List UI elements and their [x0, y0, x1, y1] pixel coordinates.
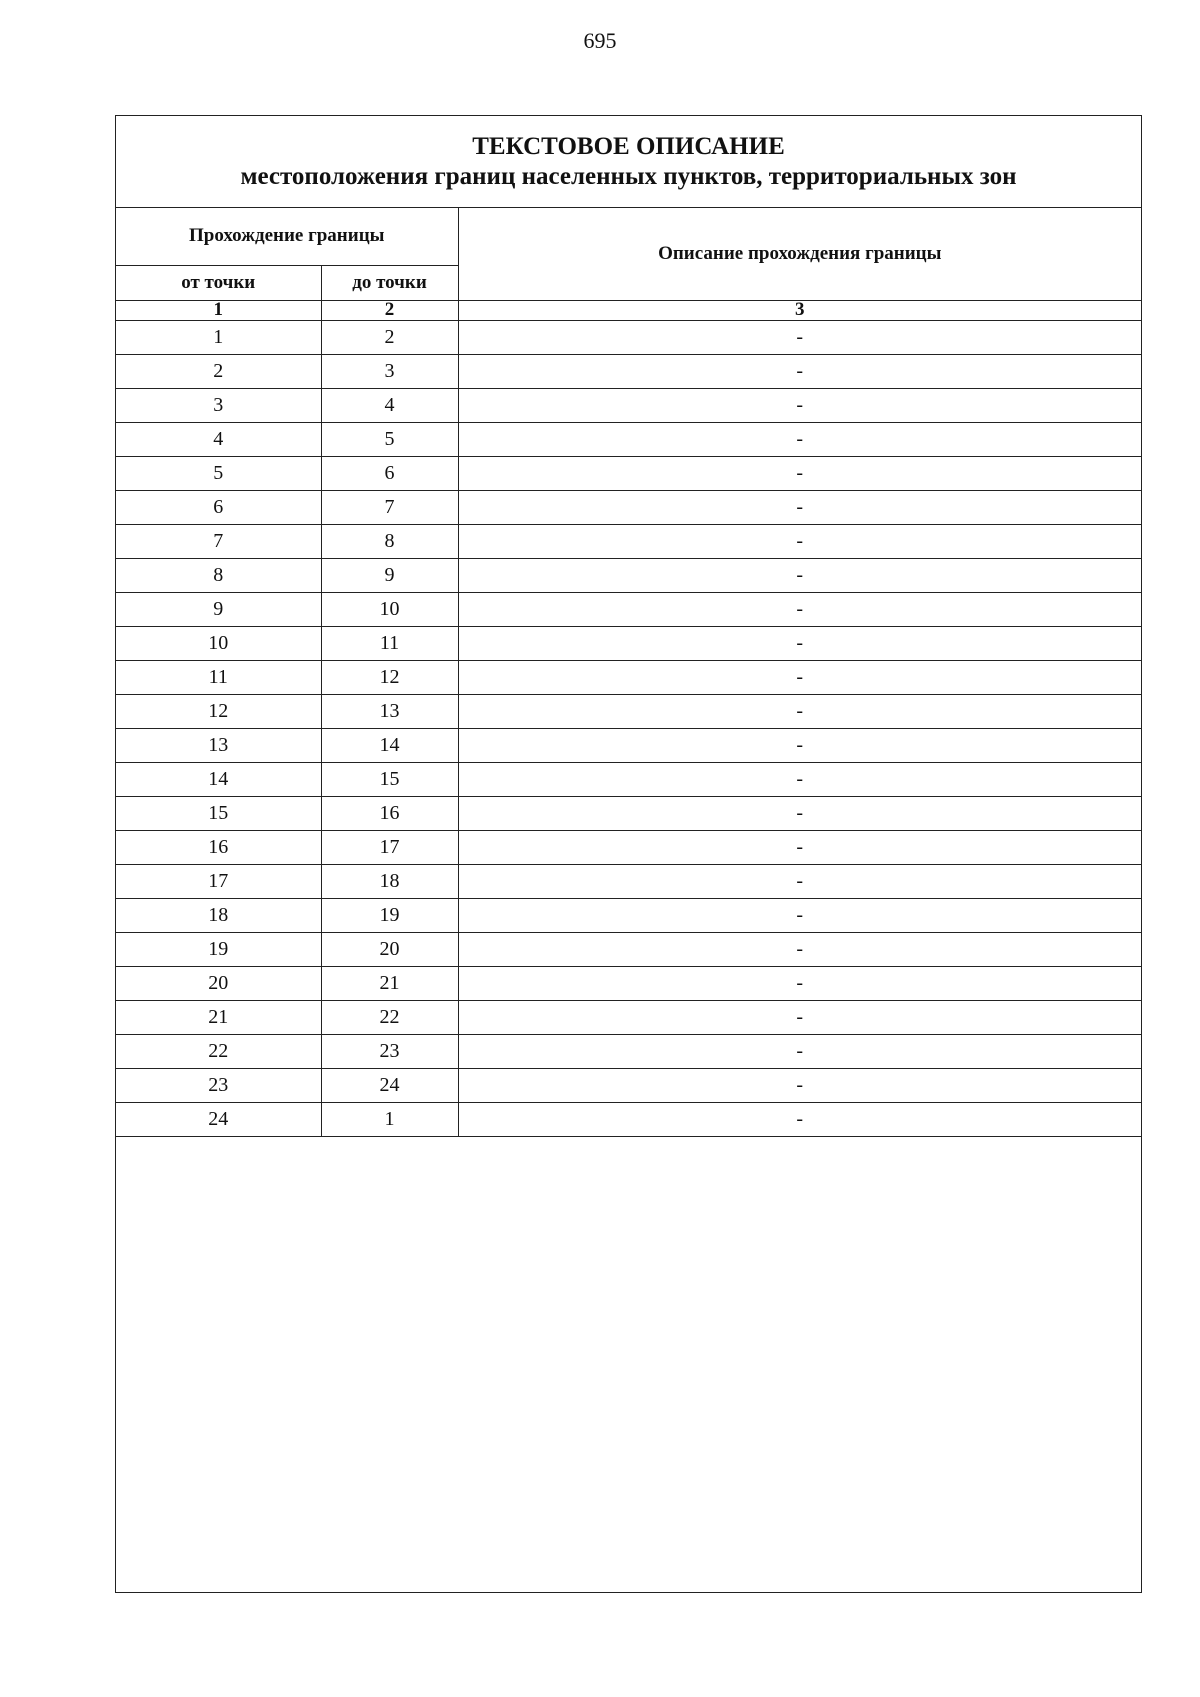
cell-description: -	[458, 388, 1141, 422]
cell-to-point: 24	[321, 1068, 458, 1102]
cell-from-point: 14	[116, 762, 321, 796]
cell-description: -	[458, 626, 1141, 660]
cell-description: -	[458, 864, 1141, 898]
cell-to-point: 11	[321, 626, 458, 660]
cell-description: -	[458, 966, 1141, 1000]
table-row	[116, 1102, 1141, 1136]
cell-description: -	[458, 490, 1141, 524]
cell-from-point: 4	[116, 422, 321, 456]
cell-from-point: 22	[116, 1034, 321, 1068]
cell-to-point: 22	[321, 1000, 458, 1034]
table-row	[116, 1034, 1141, 1068]
cell-from-point: 11	[116, 660, 321, 694]
table-row	[116, 626, 1141, 660]
cell-description: -	[458, 728, 1141, 762]
cell-from-point: 8	[116, 558, 321, 592]
column-number-3: 3	[458, 300, 1141, 320]
document-subtitle: местоположения границ населенных пунктов, территориальных зон	[240, 163, 1017, 190]
cell-to-point: 20	[321, 932, 458, 966]
cell-description: -	[458, 558, 1141, 592]
table-row	[116, 864, 1141, 898]
cell-from-point: 16	[116, 830, 321, 864]
cell-to-point: 1	[321, 1102, 458, 1136]
header-boundary-passage: Прохождение границы	[116, 208, 458, 265]
table-row	[116, 694, 1141, 728]
cell-to-point: 3	[321, 354, 458, 388]
cell-description: -	[458, 524, 1141, 558]
column-number-1: 1	[116, 300, 321, 320]
document-frame	[115, 115, 1142, 1593]
cell-to-point: 15	[321, 762, 458, 796]
cell-from-point: 7	[116, 524, 321, 558]
table-row	[116, 456, 1141, 490]
cell-to-point: 4	[321, 388, 458, 422]
page-number: 695	[583, 28, 617, 53]
cell-from-point: 6	[116, 490, 321, 524]
cell-description: -	[458, 898, 1141, 932]
table-row	[116, 388, 1141, 422]
cell-from-point: 24	[116, 1102, 321, 1136]
cell-to-point: 2	[321, 320, 458, 354]
cell-description: -	[458, 932, 1141, 966]
table-row	[116, 558, 1141, 592]
cell-from-point: 12	[116, 694, 321, 728]
cell-description: -	[458, 694, 1141, 728]
header-from-point: от точки	[116, 265, 321, 300]
table-row	[116, 592, 1141, 626]
table-row	[116, 898, 1141, 932]
cell-to-point: 16	[321, 796, 458, 830]
cell-to-point: 23	[321, 1034, 458, 1068]
cell-to-point: 13	[321, 694, 458, 728]
column-number-2: 2	[321, 300, 458, 320]
table-row	[116, 354, 1141, 388]
boundary-table	[116, 208, 1141, 1137]
cell-to-point: 19	[321, 898, 458, 932]
cell-to-point: 9	[321, 558, 458, 592]
header-description: Описание прохождения границы	[458, 208, 1141, 300]
title-block	[116, 116, 1141, 208]
document-title: ТЕКСТОВОЕ ОПИСАНИЕ	[472, 133, 785, 160]
cell-to-point: 14	[321, 728, 458, 762]
table-row	[116, 490, 1141, 524]
cell-description: -	[458, 320, 1141, 354]
cell-from-point: 1	[116, 320, 321, 354]
table-row	[116, 422, 1141, 456]
cell-from-point: 2	[116, 354, 321, 388]
cell-description: -	[458, 592, 1141, 626]
cell-from-point: 21	[116, 1000, 321, 1034]
cell-to-point: 21	[321, 966, 458, 1000]
cell-description: -	[458, 456, 1141, 490]
cell-from-point: 3	[116, 388, 321, 422]
cell-to-point: 18	[321, 864, 458, 898]
table-row	[116, 660, 1141, 694]
table-row	[116, 762, 1141, 796]
cell-from-point: 9	[116, 592, 321, 626]
cell-from-point: 17	[116, 864, 321, 898]
cell-to-point: 6	[321, 456, 458, 490]
cell-to-point: 10	[321, 592, 458, 626]
cell-from-point: 23	[116, 1068, 321, 1102]
table-row	[116, 524, 1141, 558]
cell-from-point: 5	[116, 456, 321, 490]
cell-from-point: 13	[116, 728, 321, 762]
cell-description: -	[458, 354, 1141, 388]
cell-description: -	[458, 660, 1141, 694]
cell-from-point: 20	[116, 966, 321, 1000]
cell-from-point: 15	[116, 796, 321, 830]
table-row	[116, 796, 1141, 830]
table-row	[116, 728, 1141, 762]
cell-to-point: 17	[321, 830, 458, 864]
cell-description: -	[458, 796, 1141, 830]
cell-description: -	[458, 1068, 1141, 1102]
cell-to-point: 5	[321, 422, 458, 456]
cell-from-point: 19	[116, 932, 321, 966]
table-row	[116, 1000, 1141, 1034]
table-row	[116, 932, 1141, 966]
cell-to-point: 12	[321, 660, 458, 694]
table-row	[116, 1068, 1141, 1102]
cell-to-point: 7	[321, 490, 458, 524]
cell-from-point: 10	[116, 626, 321, 660]
table-row	[116, 320, 1141, 354]
cell-description: -	[458, 1034, 1141, 1068]
cell-to-point: 8	[321, 524, 458, 558]
cell-description: -	[458, 762, 1141, 796]
cell-description: -	[458, 1000, 1141, 1034]
cell-from-point: 18	[116, 898, 321, 932]
cell-description: -	[458, 422, 1141, 456]
cell-description: -	[458, 830, 1141, 864]
cell-description: -	[458, 1102, 1141, 1136]
table-body	[116, 320, 1141, 1136]
table-row	[116, 966, 1141, 1000]
header-to-point: до точки	[321, 265, 458, 300]
table-row	[116, 830, 1141, 864]
